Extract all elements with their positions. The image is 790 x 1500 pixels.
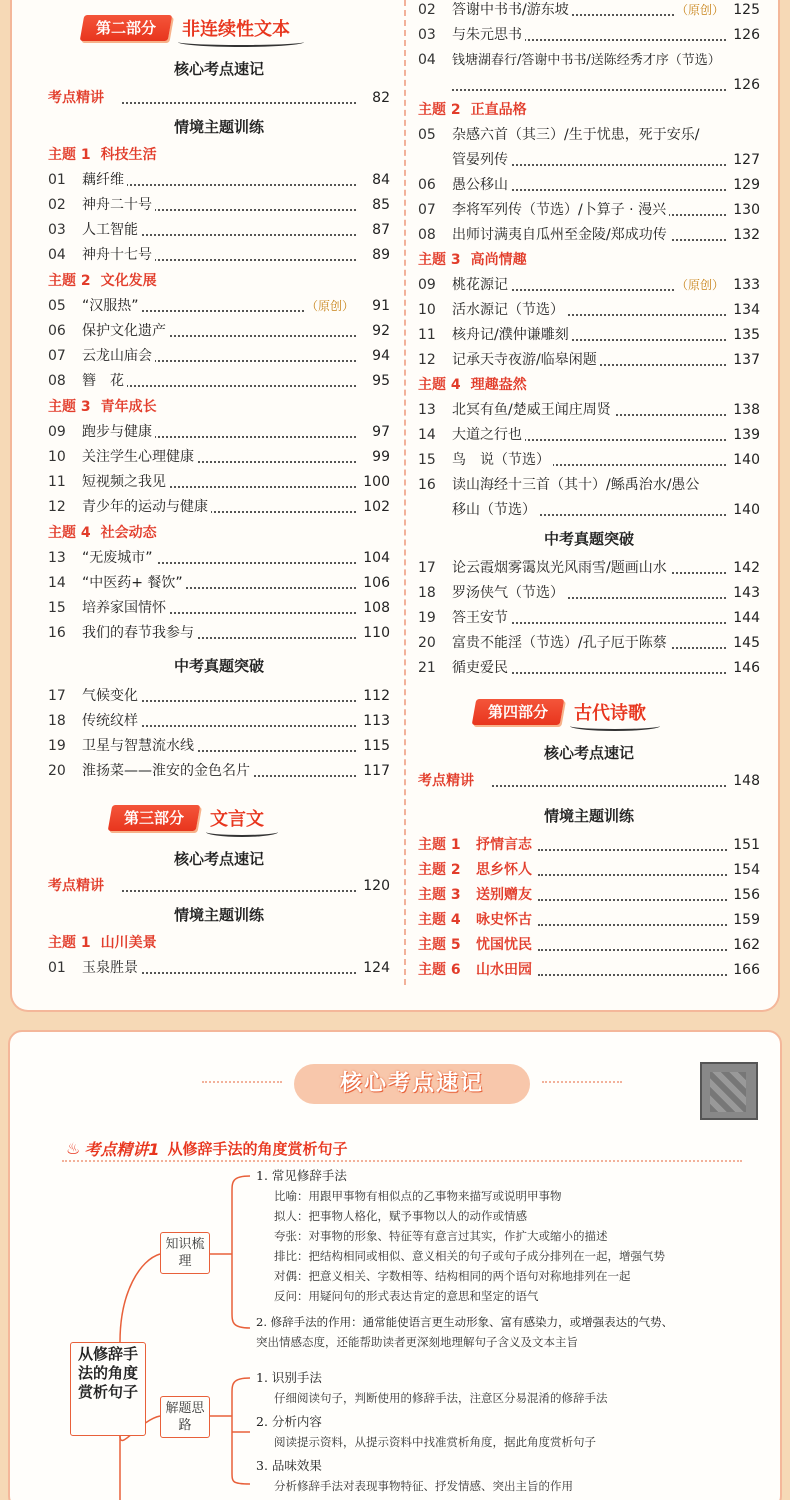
part3-train-heading: 情境主题训练 [173,906,264,924]
toc-entry[interactable]: 20 淮扬菜——淮安的金色名片 117 [48,759,390,784]
toc-entry[interactable]: 07 云龙山庙会 94 [48,344,390,369]
toc-entry[interactable]: 12 记承天寺夜游/临皋闲题 137 [418,348,760,373]
part3-kd-row[interactable]: 考点精讲 120 [48,874,390,899]
theme-heading: 主题 3 青年成长 [48,399,157,415]
toc-entry[interactable]: 16 读山海经十三首（其十）/鲧禹治水/愚公 [418,473,760,498]
theme-heading: 主题 1 科技生活 [48,147,157,163]
part2-badge: 第二部分 [80,15,173,41]
part3-name: 文言文 [210,805,278,831]
toc-entry[interactable]: 10 关注学生心理健康 99 [48,445,390,470]
part4-name: 古代诗歌 [574,699,660,725]
part2-exam-heading: 中考真题突破 [173,657,264,675]
part2-kd-row[interactable] [48,86,390,111]
core-points-banner: 核心考点速记 [294,1064,530,1104]
branch-label: 解题思路 [165,1401,205,1433]
theme-heading: 主题 3 高尚情趣 [418,252,527,268]
toc-entry[interactable]: 16 我们的春节我参与 110 [48,621,390,646]
theme-entry[interactable]: 主题 2 思乡怀人 154 [418,858,760,883]
toc-entry[interactable]: 01 玉泉胜景 124 [48,956,390,981]
rhetoric-line: 排比：把结构相同或相似、意义相关的句子或句子成分排列在一起，增强气势 [274,1249,665,1263]
toc-entry[interactable]: 04 钱塘湖春行/答谢中书书/送陈经秀才序（节选） [418,48,760,73]
toc-entry[interactable]: 17 气候变化 112 [48,684,390,709]
toc-entry-cont[interactable]: 移山（节选） 140 [418,498,760,523]
branch2-step-text: 仔细阅读句子，判断使用的修辞手法，注意区分易混淆的修辞手法 [274,1391,608,1405]
rhetoric-line: 比喻：用跟甲事物有相似点的乙事物来描写或说明甲事物 [274,1189,562,1203]
toc-entry[interactable]: 12 青少年的运动与健康 102 [48,495,390,520]
part2-core-heading: 核心考点速记 [173,60,264,78]
branch1-heading-1: 1. 常见修辞手法 [256,1168,347,1183]
rhetoric-line: 夸张：对事物的形象、特征等有意言过其实，作扩大或缩小的描述 [274,1229,608,1243]
toc-entry[interactable]: 05 杂感六首（其三）/生于忧患，死于安乐/ [418,123,760,148]
part4-badge: 第四部分 [472,699,565,725]
toc-entry[interactable]: 10 活水源记（节选） 134 [418,298,760,323]
toc-entry[interactable]: 18 罗汤侠气（节选） 143 [418,581,760,606]
part3-banner [110,802,278,834]
toc-entry[interactable]: 14 “中医药+ 餐饮” 106 [48,571,390,596]
theme-heading: 主题 1 山川美景 [48,935,157,951]
core-points-card [8,1030,782,1500]
part3-core-heading: 核心考点速记 [173,850,264,868]
branch2-step-text: 阅读提示资料，从提示资料中找准赏析角度，据此角度赏析句子 [274,1435,596,1449]
original-tag: （原创） [304,294,356,319]
kd-heading: 从修辞手法的角度赏析句子 [167,1139,348,1158]
toc-entry[interactable]: 15 培养家国情怀 108 [48,596,390,621]
mindmap-branch-solution [160,1396,210,1438]
toc-entry[interactable]: 09 桃花源记 （原创） 133 [418,273,760,298]
toc-entry[interactable]: 01 藕纤维 84 [48,168,390,193]
part4-kd-row[interactable]: 考点精讲 148 [418,769,760,794]
table-of-contents-card [10,0,780,1012]
toc-entry[interactable]: 19 卫星与智慧流水线 115 [48,734,390,759]
toc-entry-cont[interactable]: 126 [418,73,760,98]
toc-entry[interactable]: 08 簪 花 95 [48,369,390,394]
toc-entry[interactable]: 06 保护文化遗产 92 [48,319,390,344]
toc-entry[interactable]: 11 短视频之我见 100 [48,470,390,495]
branch2-step-heading: 1. 识别手法 [256,1370,322,1385]
theme-heading: 主题 4 理趣盎然 [418,377,527,393]
theme-entry[interactable]: 主题 3 送别赠友 156 [418,883,760,908]
branch2-step-heading: 3. 品味效果 [256,1458,322,1473]
part2-train-heading: 情境主题训练 [173,118,264,136]
toc-entry[interactable]: 13 “无废城市” 104 [48,546,390,571]
part2-banner [82,12,304,44]
mindmap-root-node [70,1342,146,1436]
page-number: 82 [358,86,390,111]
toc-entry[interactable]: 03 人工智能 87 [48,218,390,243]
part4-core-heading: 核心考点速记 [543,744,634,762]
toc-entry[interactable]: 19 答王安节 144 [418,606,760,631]
toc-entry[interactable]: 09 跑步与健康 97 [48,420,390,445]
toc-entry[interactable]: 11 核舟记/濮仲谦雕刻 135 [418,323,760,348]
theme-heading: 主题 2 正直品格 [418,102,527,118]
toc-entry[interactable]: 06 愚公移山 129 [418,173,760,198]
toc-entry-cont[interactable]: 管晏列传 127 [418,148,760,173]
toc-entry[interactable]: 18 传统纹样 113 [48,709,390,734]
theme-entry[interactable]: 主题 4 咏史怀古 159 [418,908,760,933]
toc-entry[interactable]: 14 大道之行也 139 [418,423,760,448]
branch-label: 知识梳理 [165,1237,205,1269]
theme-entry[interactable]: 主题 5 忧国忧民 162 [418,933,760,958]
toc-entry[interactable]: 07 李将军列传（节选）/卜算子 · 漫兴 130 [418,198,760,223]
part4-train-heading: 情境主题训练 [543,807,634,825]
toc-entry[interactable]: 15 鸟 说（节选） 140 [418,448,760,473]
toc-entry[interactable]: 17 论云霞烟雾霭岚光风雨雪/题画山水 142 [418,556,760,581]
theme-entry[interactable]: 主题 6 山水田园 166 [418,958,760,983]
toc-entry[interactable]: 05 “汉服热” （原创） 91 [48,294,390,319]
branch2-step-heading: 2. 分析内容 [256,1414,322,1429]
part3-exam-heading: 中考真题突破 [543,530,634,548]
toc-entry[interactable]: 08 出师讨满夷自瓜州至金陵/郑成功传 132 [418,223,760,248]
rhetoric-line: 反问：用疑问句的形式表达肯定的意思和坚定的语气 [274,1289,539,1303]
rhetoric-line: 对偶：把意义相关、字数相等、结构相同的两个语句对称地排列在一起 [274,1269,631,1283]
toc-right-column [418,0,760,985]
kd-label: 考点精讲 [48,90,104,106]
toc-entry[interactable]: 02 答谢中书书/游东坡 （原创） 125 [418,0,760,23]
rhetoric-line: 拟人：把事物人格化，赋予事物以人的动作或情感 [274,1209,527,1223]
part2-name: 非连续性文本 [182,15,304,41]
mindmap-branch-knowledge [160,1232,210,1274]
toc-entry[interactable]: 03 与朱元思书 126 [418,23,760,48]
theme-heading: 主题 4 社会动态 [48,525,157,541]
branch1-heading-2: 2. 修辞手法的作用：通常能使语言更生动形象、富有感染力，或增强表达的气势、 [256,1315,674,1329]
toc-left-column [48,0,390,985]
flame-icon: ♨ [66,1138,81,1158]
toc-entry[interactable]: 20 富贵不能淫（节选）/孔子厄于陈蔡 145 [418,631,760,656]
part3-badge: 第三部分 [108,805,201,831]
toc-entry[interactable]: 13 北冥有鱼/楚威王闻庄周贤 138 [418,398,760,423]
kd-label: 考点精讲1 [84,1139,160,1159]
toc-entry[interactable]: 02 神舟二十号 85 [48,193,390,218]
part4-banner [474,696,660,728]
column-divider [404,0,406,985]
toc-entry[interactable]: 21 循吏爱民 146 [418,656,760,681]
branch2-step-text: 分析修辞手法对表现事物特征、抒发情感、突出主旨的作用 [274,1479,573,1493]
mindmap-root-label: 从修辞手法的角度赏析句子 [77,1345,138,1401]
branch1-heading-2-cont: 突出情感态度，还能帮助读者更深刻地理解句子含义及文本主旨 [256,1335,578,1349]
theme-heading: 主题 2 文化发展 [48,273,157,289]
theme-entry[interactable]: 主题 1 抒情言志 151 [418,833,760,858]
toc-entry[interactable]: 04 神舟十七号 89 [48,243,390,268]
